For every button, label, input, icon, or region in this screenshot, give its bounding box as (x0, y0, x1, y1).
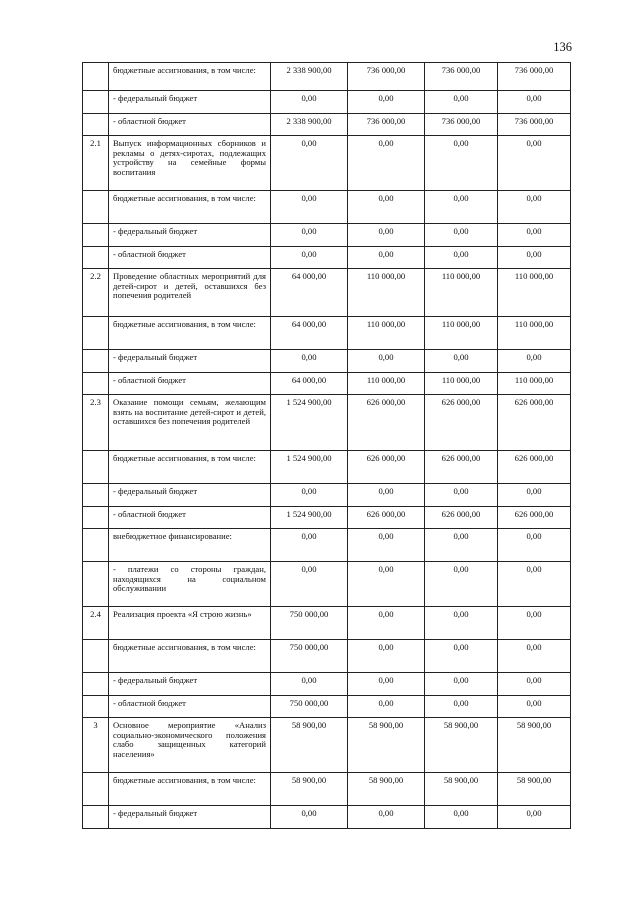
value-cell: 0,00 (348, 640, 425, 673)
table-row (83, 507, 571, 529)
table-row (83, 806, 571, 829)
row-description: Оказание помощи семьям, желающим взять на воспитание детей-сирот и детей, оставшихся без попечения родителей (109, 395, 271, 451)
value-cell: 110 000,00 (348, 373, 425, 395)
table-row (83, 373, 571, 395)
row-description: Проведение областных мероприятий для детей-сирот и детей, оставшихся без попечения родителей (109, 269, 271, 317)
value-cell: 750 000,00 (271, 696, 348, 718)
row-number (83, 451, 109, 484)
value-cell: 0,00 (348, 484, 425, 507)
row-number (83, 317, 109, 350)
value-cell: 0,00 (425, 91, 498, 114)
row-number (83, 114, 109, 136)
value-cell: 58 900,00 (348, 773, 425, 806)
value-cell: 0,00 (271, 224, 348, 247)
row-number (83, 191, 109, 224)
value-cell: 736 000,00 (348, 63, 425, 91)
row-description: бюджетные ассигнования, в том числе: (109, 317, 271, 350)
value-cell: 0,00 (425, 191, 498, 224)
value-cell: 0,00 (498, 350, 571, 373)
table-row (83, 484, 571, 507)
row-description: Реализация проекта «Я строю жизнь» (109, 607, 271, 640)
row-number: 2.2 (83, 269, 109, 317)
row-description: Выпуск информационных сборников и рекламы о детях-сиротах, подлежащих устройству на семейные формы воспитания (109, 136, 271, 191)
value-cell: 0,00 (425, 696, 498, 718)
row-number (83, 529, 109, 562)
value-cell: 0,00 (271, 247, 348, 269)
row-description: - областной бюджет (109, 114, 271, 136)
table-row (83, 640, 571, 673)
value-cell: 0,00 (348, 191, 425, 224)
value-cell: 0,00 (498, 91, 571, 114)
row-description: - федеральный бюджет (109, 673, 271, 696)
value-cell: 736 000,00 (348, 114, 425, 136)
table-row (83, 269, 571, 317)
value-cell: 0,00 (498, 484, 571, 507)
row-description: Основное мероприятие «Анализ социально-экономического положения слабо защищенных категорий населения» (109, 718, 271, 773)
table-row (83, 191, 571, 224)
value-cell: 626 000,00 (348, 395, 425, 451)
value-cell: 0,00 (425, 607, 498, 640)
row-description: - федеральный бюджет (109, 350, 271, 373)
table-row (83, 63, 571, 91)
value-cell: 626 000,00 (348, 451, 425, 484)
value-cell: 0,00 (498, 806, 571, 829)
table-row (83, 395, 571, 451)
row-number (83, 696, 109, 718)
table-row (83, 696, 571, 718)
value-cell: 110 000,00 (425, 373, 498, 395)
value-cell: 64 000,00 (271, 269, 348, 317)
row-description: - областной бюджет (109, 373, 271, 395)
row-description: - федеральный бюджет (109, 224, 271, 247)
value-cell: 736 000,00 (498, 63, 571, 91)
value-cell: 0,00 (348, 562, 425, 607)
value-cell: 1 524 900,00 (271, 507, 348, 529)
table-row (83, 136, 571, 191)
row-description: - платежи со стороны граждан, находящихся на социальном обслуживании (109, 562, 271, 607)
table-row (83, 529, 571, 562)
value-cell: 0,00 (498, 224, 571, 247)
value-cell: 0,00 (271, 562, 348, 607)
value-cell: 626 000,00 (425, 395, 498, 451)
value-cell: 0,00 (348, 91, 425, 114)
table-row (83, 350, 571, 373)
row-number (83, 350, 109, 373)
budget-table (82, 62, 571, 829)
row-number (83, 806, 109, 829)
row-number (83, 507, 109, 529)
value-cell: 0,00 (425, 224, 498, 247)
table-row (83, 562, 571, 607)
row-number (83, 224, 109, 247)
value-cell: 0,00 (271, 806, 348, 829)
table-row (83, 224, 571, 247)
value-cell: 0,00 (348, 350, 425, 373)
value-cell: 0,00 (271, 529, 348, 562)
table-row (83, 114, 571, 136)
value-cell: 2 338 900,00 (271, 114, 348, 136)
page-number: 136 (553, 40, 572, 54)
value-cell: 0,00 (498, 562, 571, 607)
row-number (83, 247, 109, 269)
value-cell: 58 900,00 (425, 718, 498, 773)
value-cell: 0,00 (348, 224, 425, 247)
row-description: - федеральный бюджет (109, 91, 271, 114)
table-row (83, 773, 571, 806)
value-cell: 626 000,00 (498, 451, 571, 484)
row-description: - федеральный бюджет (109, 484, 271, 507)
row-number (83, 91, 109, 114)
value-cell: 0,00 (271, 191, 348, 224)
value-cell: 0,00 (348, 696, 425, 718)
value-cell: 0,00 (348, 806, 425, 829)
value-cell: 0,00 (271, 350, 348, 373)
value-cell: 0,00 (498, 607, 571, 640)
row-number (83, 484, 109, 507)
value-cell: 110 000,00 (348, 269, 425, 317)
value-cell: 0,00 (498, 673, 571, 696)
value-cell: 58 900,00 (271, 773, 348, 806)
row-number: 2.3 (83, 395, 109, 451)
value-cell: 0,00 (425, 247, 498, 269)
value-cell: 58 900,00 (348, 718, 425, 773)
table-row (83, 247, 571, 269)
value-cell: 1 524 900,00 (271, 451, 348, 484)
value-cell: 626 000,00 (425, 451, 498, 484)
row-number (83, 63, 109, 91)
row-description: бюджетные ассигнования, в том числе: (109, 640, 271, 673)
row-number (83, 773, 109, 806)
value-cell: 0,00 (271, 673, 348, 696)
row-description: внебюджетное финансирование: (109, 529, 271, 562)
row-description: бюджетные ассигнования, в том числе: (109, 191, 271, 224)
row-number: 2.1 (83, 136, 109, 191)
value-cell: 0,00 (498, 191, 571, 224)
value-cell: 0,00 (348, 136, 425, 191)
value-cell: 0,00 (425, 529, 498, 562)
value-cell: 0,00 (348, 607, 425, 640)
value-cell: 64 000,00 (271, 317, 348, 350)
row-number (83, 640, 109, 673)
value-cell: 0,00 (348, 247, 425, 269)
table-row (83, 451, 571, 484)
table-row (83, 718, 571, 773)
value-cell: 736 000,00 (498, 114, 571, 136)
value-cell: 1 524 900,00 (271, 395, 348, 451)
value-cell: 2 338 900,00 (271, 63, 348, 91)
value-cell: 0,00 (425, 562, 498, 607)
value-cell: 110 000,00 (498, 373, 571, 395)
value-cell: 110 000,00 (348, 317, 425, 350)
value-cell: 750 000,00 (271, 607, 348, 640)
table-row (83, 673, 571, 696)
budget-table-body (83, 63, 571, 829)
table-row (83, 91, 571, 114)
value-cell: 0,00 (498, 136, 571, 191)
row-description: - федеральный бюджет (109, 806, 271, 829)
value-cell: 0,00 (271, 136, 348, 191)
row-description: - областной бюджет (109, 507, 271, 529)
value-cell: 58 900,00 (425, 773, 498, 806)
value-cell: 110 000,00 (425, 317, 498, 350)
value-cell: 110 000,00 (498, 269, 571, 317)
row-description: бюджетные ассигнования, в том числе: (109, 63, 271, 91)
value-cell: 0,00 (498, 696, 571, 718)
value-cell: 0,00 (425, 806, 498, 829)
value-cell: 0,00 (498, 247, 571, 269)
row-number: 2.4 (83, 607, 109, 640)
value-cell: 58 900,00 (498, 718, 571, 773)
value-cell: 0,00 (425, 350, 498, 373)
value-cell: 626 000,00 (498, 395, 571, 451)
row-number (83, 562, 109, 607)
row-description: бюджетные ассигнования, в том числе: (109, 451, 271, 484)
table-row (83, 607, 571, 640)
value-cell: 0,00 (498, 529, 571, 562)
row-description: бюджетные ассигнования, в том числе: (109, 773, 271, 806)
value-cell: 0,00 (348, 673, 425, 696)
value-cell: 0,00 (425, 136, 498, 191)
row-description: - областной бюджет (109, 696, 271, 718)
value-cell: 110 000,00 (498, 317, 571, 350)
value-cell: 64 000,00 (271, 373, 348, 395)
value-cell: 58 900,00 (498, 773, 571, 806)
row-number: 3 (83, 718, 109, 773)
value-cell: 736 000,00 (425, 114, 498, 136)
value-cell: 750 000,00 (271, 640, 348, 673)
value-cell: 626 000,00 (348, 507, 425, 529)
value-cell: 0,00 (498, 640, 571, 673)
value-cell: 0,00 (425, 673, 498, 696)
table-row (83, 317, 571, 350)
value-cell: 626 000,00 (498, 507, 571, 529)
value-cell: 626 000,00 (425, 507, 498, 529)
value-cell: 0,00 (271, 484, 348, 507)
value-cell: 0,00 (271, 91, 348, 114)
row-description: - областной бюджет (109, 247, 271, 269)
value-cell: 0,00 (425, 484, 498, 507)
row-number (83, 373, 109, 395)
value-cell: 58 900,00 (271, 718, 348, 773)
row-number (83, 673, 109, 696)
value-cell: 0,00 (425, 640, 498, 673)
value-cell: 736 000,00 (425, 63, 498, 91)
value-cell: 110 000,00 (425, 269, 498, 317)
value-cell: 0,00 (348, 529, 425, 562)
